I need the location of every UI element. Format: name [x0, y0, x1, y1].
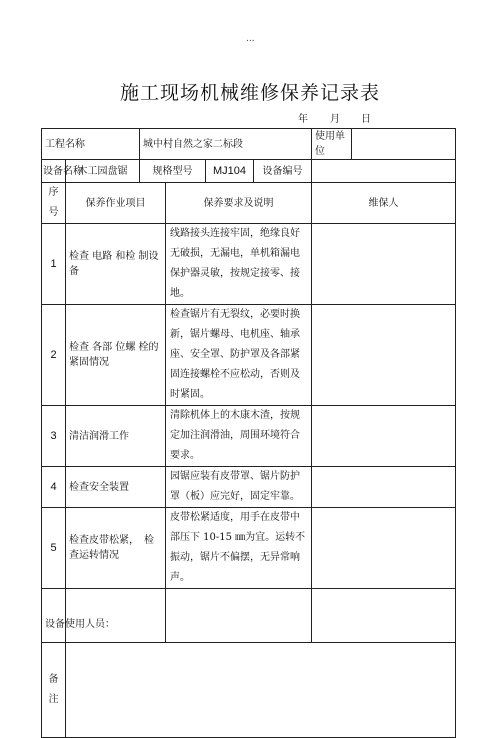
remarks-label: 备注 [42, 643, 66, 738]
equipment-label: 设备名称 [42, 160, 66, 183]
row-item: 检查 电路 和检 制设备 [66, 224, 166, 305]
row-requirement: 皮带松紧适度，用手在皮带中部压下 10-15 ㎜为宜。运转不振动，锯片不偏摆，无异常响声。 [166, 508, 312, 589]
row-maintainer [312, 406, 456, 467]
user-unit-label: 使用单位 [312, 129, 352, 160]
operator-label: 设备使用人员： [45, 619, 115, 630]
table-row [42, 305, 456, 406]
column-header-row [42, 183, 456, 224]
row-number: 2 [42, 305, 66, 406]
code-value [312, 160, 456, 183]
date-day-label: 日 [361, 114, 371, 125]
table-row [42, 508, 456, 589]
row-maintainer [312, 508, 456, 589]
empty-cell [312, 589, 456, 643]
row-number: 1 [42, 224, 66, 305]
row-item: 检查安全装置 [66, 467, 166, 508]
project-value: 城中村自然之家二标段 [140, 129, 312, 160]
table-row [42, 224, 456, 305]
row-requirement: 园锯应装有皮带罩、锯片防护罩（板）应完好，固定牢靠。 [166, 467, 312, 508]
remarks-row [42, 643, 456, 738]
row-requirement: 清除机体上的木康木渣，按规定加注润滑油，周围环境符合要求。 [166, 406, 312, 467]
column-header-requirement: 保养要求及说明 [166, 183, 312, 224]
empty-cell [166, 589, 312, 643]
model-label: 规格型号 [140, 160, 206, 183]
row-maintainer [312, 305, 456, 406]
table-row [42, 467, 456, 508]
date-month-label: 月 [330, 114, 340, 125]
column-header-seq: 序号 [42, 183, 66, 224]
header-ellipsis: ... [246, 34, 255, 44]
column-header-maintainer: 维保人 [312, 183, 456, 224]
row-number: 3 [42, 406, 66, 467]
row-maintainer [312, 467, 456, 508]
row-item: 清洁润滑工作 [66, 406, 166, 467]
code-label: 设备编号 [254, 160, 312, 183]
column-header-item: 保养作业项目 [66, 183, 166, 224]
date-year-label: 年 [298, 114, 308, 125]
equipment-row [42, 160, 456, 183]
row-requirement: 线路接头连接牢固，绝缘良好无破损，无漏电，单机箱漏电保护器灵敏，按规定接零、接地。 [166, 224, 312, 305]
row-item: 检查 各部 位螺 栓的紧固情况 [66, 305, 166, 406]
row-maintainer [312, 224, 456, 305]
table-row [42, 406, 456, 467]
equipment-value: 木工园盘锯 [66, 160, 140, 183]
row-item: 检查皮带松紧， 检查运转情况 [66, 508, 166, 589]
model-value: MJ104 [206, 160, 254, 183]
project-label: 工程名称 [42, 129, 140, 160]
user-unit-value [352, 129, 456, 160]
project-row [42, 129, 456, 160]
page-title: 施工现场机械维修保养记录表 [119, 82, 380, 104]
maintenance-record-table [41, 128, 456, 738]
remarks-value [66, 643, 456, 738]
row-number: 5 [42, 508, 66, 589]
row-requirement: 检查锯片有无裂纹，必要时换新，锯片螺母、电机座、轴承座、安全罩、防护罩及各部紧固连接螺栓不应松动，否则及时紧固。 [166, 305, 312, 406]
row-number: 4 [42, 467, 66, 508]
